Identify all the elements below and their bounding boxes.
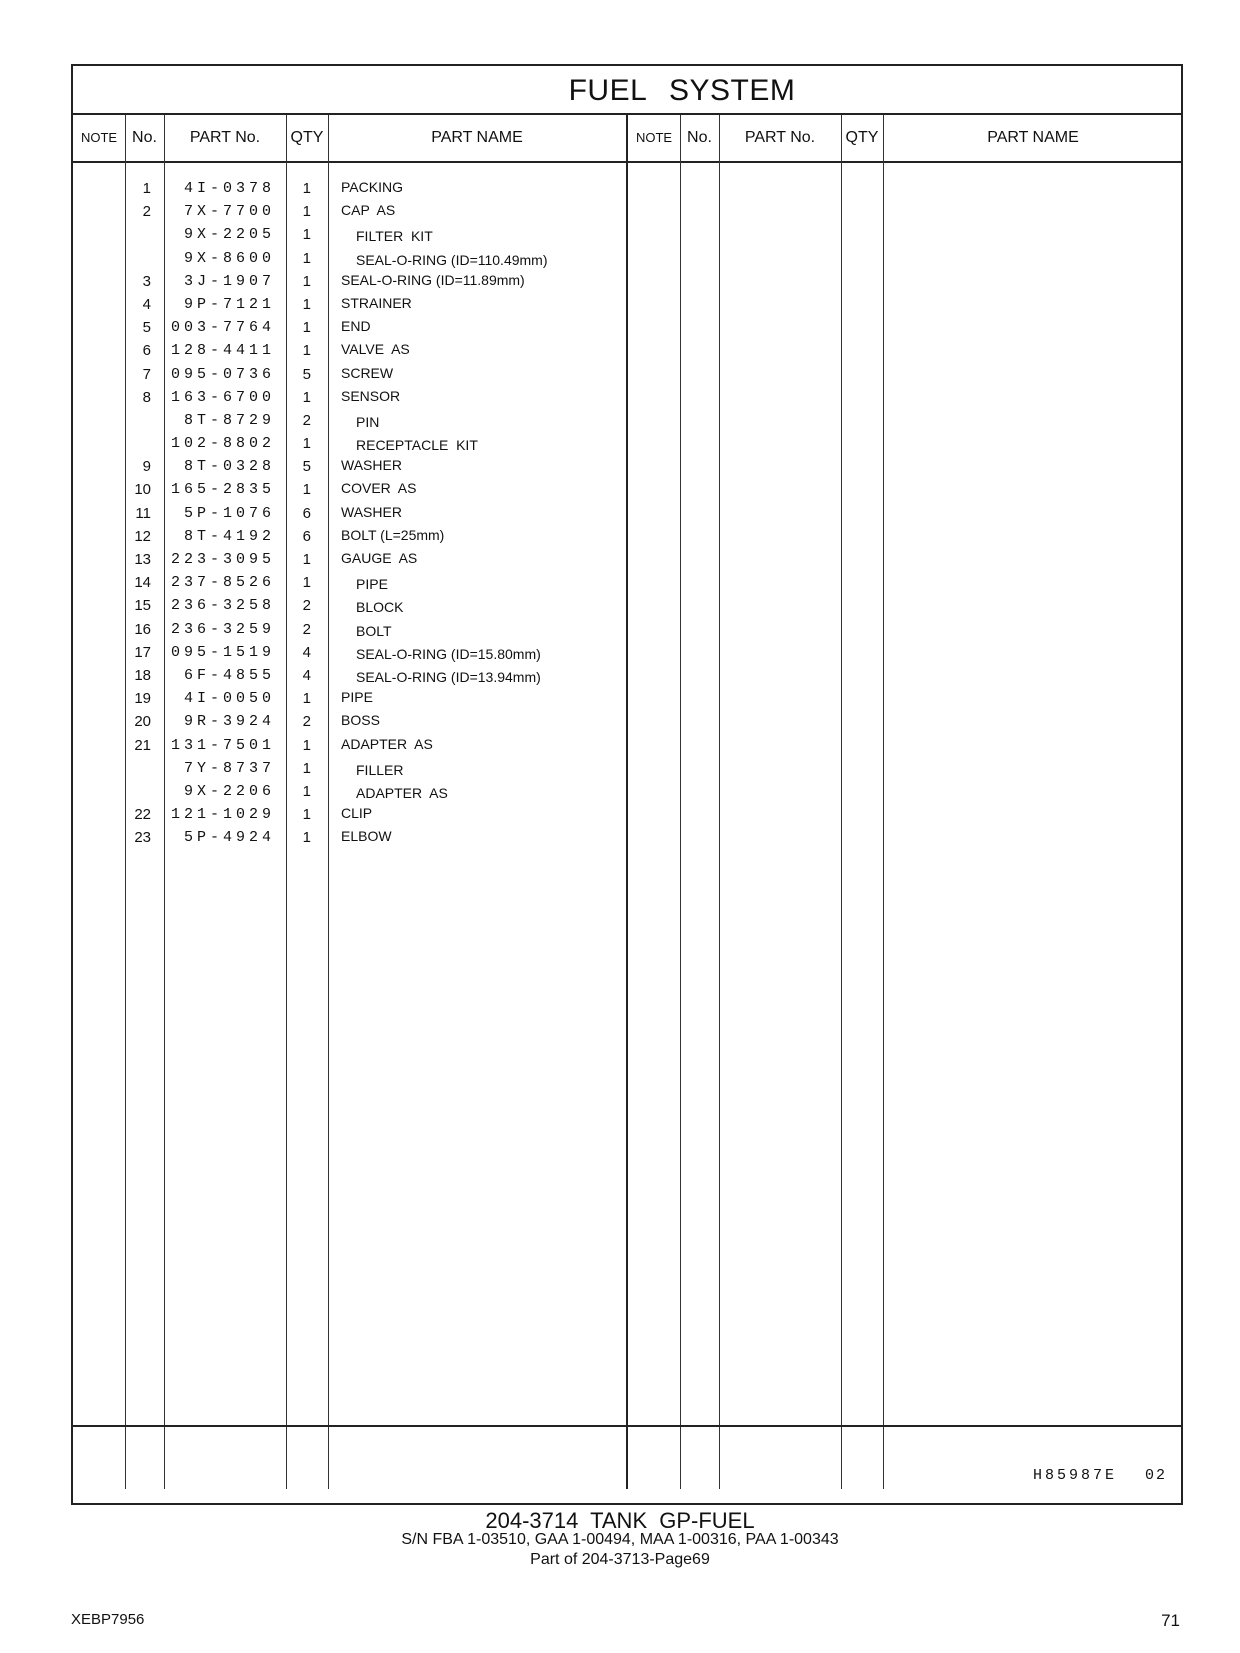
table-row (73, 247, 1181, 270)
part-number: 236-3258 (170, 597, 275, 615)
table-row (73, 687, 1181, 710)
part-number: 165-2835 (170, 481, 275, 499)
row-number: 10 (134, 481, 151, 499)
part-number: 4I-0050 (183, 690, 275, 708)
part-name: BOSS (341, 712, 380, 729)
quantity: 4 (302, 643, 311, 661)
quantity: 1 (302, 759, 311, 777)
part-name: BLOCK (356, 599, 404, 616)
table-row (73, 270, 1181, 293)
part-name: PIPE (356, 576, 388, 593)
part-number: 6F-4855 (183, 666, 275, 684)
drawing-code (1033, 1467, 1167, 1484)
table-row (73, 316, 1181, 339)
table-row (73, 571, 1181, 594)
part-name: SEAL-O-RING (ID=15.80mm) (356, 645, 541, 662)
part-number: 3J-1907 (183, 272, 275, 290)
row-number: 20 (134, 713, 151, 731)
row-number: 19 (134, 690, 151, 708)
part-number: 9X-2206 (183, 782, 275, 800)
table-row (73, 432, 1181, 455)
group-title: 204-3714 TANK GP-FUEL (485, 1508, 755, 1533)
quantity: 2 (302, 620, 311, 638)
quantity: 1 (302, 829, 311, 847)
table-row (73, 734, 1181, 757)
table-row (73, 757, 1181, 780)
table-row (73, 803, 1181, 826)
part-name: CLIP (341, 805, 373, 822)
part-number: 5P-4924 (183, 829, 275, 847)
quantity: 1 (302, 690, 311, 708)
table-row (73, 641, 1181, 664)
part-name: END (341, 318, 371, 335)
drawing-number: H85987E (1032, 1467, 1117, 1484)
part-number: 163-6700 (170, 388, 275, 406)
quantity: 1 (302, 435, 311, 453)
row-number: 15 (134, 597, 151, 615)
table-row (73, 548, 1181, 571)
row-number: 21 (134, 736, 151, 754)
quantity: 4 (302, 666, 311, 684)
table-row (73, 455, 1181, 478)
header-no-left: No. (132, 129, 157, 146)
header-note-left: NOTE (80, 130, 118, 145)
row-number: 12 (134, 527, 151, 545)
table-row (73, 363, 1181, 386)
part-name: BOLT (356, 622, 392, 639)
page-number: 71 (1161, 1611, 1180, 1630)
part-number: 121-1029 (170, 806, 275, 824)
part-name: CAP AS (341, 202, 396, 219)
table-row (73, 502, 1181, 525)
part-name: GAUGE AS (341, 550, 418, 566)
row-number: 3 (142, 272, 151, 290)
quantity: 1 (302, 342, 311, 360)
part-name: ADAPTER AS (356, 784, 448, 801)
header-note-right: NOTE (635, 130, 673, 145)
part-number: 102-8802 (170, 435, 275, 453)
row-number: 8 (142, 388, 151, 406)
quantity: 1 (302, 180, 311, 197)
header-qty-right: QTY (845, 129, 879, 146)
quantity: 1 (302, 806, 311, 824)
quantity: 1 (302, 388, 311, 406)
document-id: XEBP7956 (71, 1611, 145, 1628)
part-number: 9R-3924 (183, 713, 275, 731)
table-row (73, 478, 1181, 501)
part-name: FILLER (356, 761, 404, 778)
table-row (73, 618, 1181, 641)
part-number: 223-3095 (170, 551, 275, 568)
part-name: SENSOR (341, 387, 401, 404)
row-number: 22 (134, 806, 151, 824)
row-number: 2 (142, 203, 151, 221)
part-number: 003-7764 (170, 319, 275, 337)
row-number: 11 (135, 504, 151, 522)
parts-table-frame (71, 64, 1183, 1505)
quantity: 1 (302, 295, 311, 313)
quantity: 1 (302, 249, 311, 267)
part-name: SEAL-O-RING (ID=11.89mm) (341, 271, 525, 288)
header-qty-left: QTY (290, 129, 324, 146)
part-of-reference: Part of 204-3713-Page69 (530, 1551, 710, 1568)
row-number: 17 (134, 643, 151, 661)
part-name: ELBOW (341, 828, 392, 845)
part-name: BOLT (L=25mm) (341, 526, 445, 543)
part-number: 237-8526 (170, 574, 275, 592)
quantity: 1 (302, 481, 311, 499)
quantity: 2 (302, 713, 311, 731)
part-name: STRAINER (341, 294, 412, 311)
part-name: RECEPTACLE KIT (356, 437, 478, 454)
row-number: 4 (142, 295, 151, 313)
table-row (73, 594, 1181, 617)
table-row (73, 826, 1181, 849)
row-number: 5 (142, 319, 151, 337)
quantity: 1 (302, 782, 311, 800)
quantity: 1 (302, 203, 311, 221)
part-number: 236-3259 (170, 620, 275, 638)
header-part-no-right: PART No. (744, 129, 816, 146)
quantity: 1 (302, 574, 311, 592)
part-number: 095-0736 (170, 365, 275, 383)
part-name: PIPE (341, 689, 373, 706)
section-title: FUEL SYSTEM (73, 66, 1181, 115)
part-name: PIN (356, 413, 380, 430)
part-name: PACKING (341, 179, 403, 195)
part-name: COVER AS (341, 480, 417, 497)
row-number: 6 (142, 342, 151, 360)
quantity: 1 (302, 226, 311, 244)
part-number: 095-1519 (170, 643, 275, 661)
row-number: 13 (134, 551, 151, 568)
table-row (73, 293, 1181, 316)
header-part-name-left: PART NAME (431, 129, 523, 146)
header-part-name-right: PART NAME (987, 129, 1079, 146)
serial-numbers: S/N FBA 1-03510, GAA 1-00494, MAA 1-00316, PAA 1-00343 (401, 1531, 839, 1548)
drawing-revision: 02 (1144, 1467, 1167, 1484)
row-number: 16 (134, 620, 151, 638)
part-name: FILTER KIT (356, 228, 433, 245)
part-number: 4I-0378 (183, 180, 275, 197)
table-row (73, 525, 1181, 548)
table-row (73, 223, 1181, 246)
part-number: 8T-0328 (183, 458, 275, 476)
row-number: 1 (142, 180, 151, 197)
part-name: VALVE AS (341, 341, 410, 358)
row-number: 7 (142, 365, 151, 383)
part-number: 5P-1076 (183, 504, 275, 522)
table-row (73, 710, 1181, 733)
row-number: 23 (134, 829, 151, 847)
row-number: 14 (134, 574, 151, 592)
part-name: WASHER (341, 503, 402, 520)
header-no-right: No. (687, 129, 712, 146)
row-number: 9 (142, 458, 151, 476)
quantity: 6 (302, 504, 311, 522)
quantity: 6 (302, 527, 311, 545)
part-name: WASHER (341, 457, 402, 474)
row-number: 18 (134, 666, 151, 684)
quantity: 1 (302, 272, 311, 290)
quantity: 1 (302, 736, 311, 754)
part-number: 131-7501 (170, 736, 275, 754)
part-number: 9P-7121 (183, 295, 275, 313)
table-row (73, 409, 1181, 432)
quantity: 2 (302, 597, 311, 615)
table-row (73, 664, 1181, 687)
part-name: ADAPTER AS (341, 735, 433, 752)
header-part-no-left: PART No. (189, 129, 261, 146)
quantity: 5 (302, 365, 311, 383)
part-number: 128-4411 (170, 342, 275, 360)
quantity: 1 (302, 319, 311, 337)
part-name: SCREW (341, 364, 394, 381)
table-row (73, 386, 1181, 409)
table-row (73, 200, 1181, 223)
part-number: 9X-8600 (183, 249, 275, 267)
part-number: 8T-8729 (183, 411, 275, 429)
table-row (73, 780, 1181, 803)
part-number: 9X-2205 (183, 226, 275, 244)
table-row (73, 177, 1181, 200)
quantity: 5 (302, 458, 311, 476)
parts-list (73, 177, 1181, 849)
part-name: SEAL-O-RING (ID=13.94mm) (356, 668, 541, 685)
part-number: 8T-4192 (183, 527, 275, 545)
part-number: 7X-7700 (183, 203, 275, 221)
quantity: 1 (302, 551, 311, 568)
part-number: 7Y-8737 (183, 759, 275, 777)
table-bottom-divider (73, 1425, 1181, 1427)
part-name: SEAL-O-RING (ID=110.49mm) (356, 251, 548, 268)
table-row (73, 339, 1181, 362)
quantity: 2 (302, 411, 311, 429)
